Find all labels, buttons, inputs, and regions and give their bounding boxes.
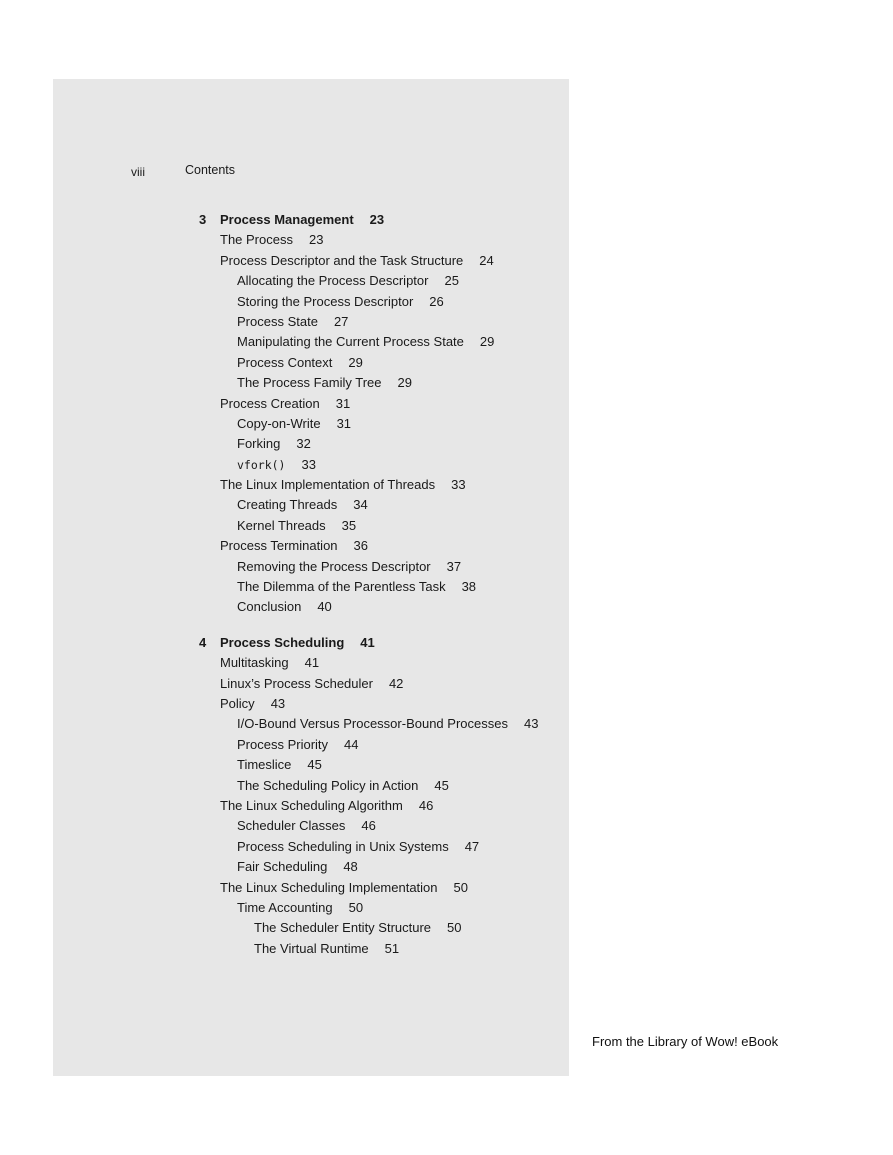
toc-entry-title: Timeslice — [237, 757, 292, 773]
library-watermark-note: From the Library of Wow! eBook — [592, 1034, 779, 1049]
toc-entry-title: Time Accounting — [237, 899, 333, 915]
toc-entry-title: Removing the Process Descriptor — [237, 558, 431, 574]
toc-entry-title: vfork() — [237, 457, 286, 472]
toc-entry-page-number: 47 — [464, 838, 480, 854]
toc-entry-page-number: 50 — [447, 920, 462, 936]
toc-entry — [0, 857, 569, 877]
toc-entry — [0, 495, 569, 515]
toc-entry-page-number: 51 — [384, 940, 400, 956]
toc-entry — [0, 271, 569, 291]
toc-entry-title: Kernel Threads — [237, 517, 326, 533]
toc-entry — [0, 674, 569, 694]
toc-entry-title: Process Scheduling in Unix Systems — [237, 838, 449, 854]
toc-entry-page-number: 44 — [344, 736, 359, 752]
toc-entry-page-number: 40 — [317, 599, 332, 615]
toc-entry — [0, 414, 569, 434]
toc-entry-page-number: 33 — [451, 477, 466, 493]
toc-entry-page-number: 43 — [270, 695, 286, 711]
toc-entry-title: Policy — [220, 695, 255, 711]
toc-entry-title: The Virtual Runtime — [254, 940, 369, 956]
toc-entry-title: The Linux Scheduling Algorithm — [220, 797, 403, 813]
toc-entry-page-number: 42 — [388, 675, 404, 691]
toc-entry — [0, 918, 569, 938]
toc-entry-page-number: 33 — [301, 456, 316, 472]
chapter-title-text: Process Scheduling — [220, 634, 345, 650]
toc-entry-page-number: 45 — [434, 777, 449, 793]
toc-entry-page-number: 25 — [444, 273, 459, 289]
toc-entry-page-number: 31 — [336, 415, 352, 431]
toc-entry — [0, 292, 569, 312]
toc-entry-title: Process Termination — [220, 538, 338, 554]
toc-entry-title: Process Context — [237, 354, 333, 370]
toc-chapter — [0, 633, 569, 959]
toc-entry-title: Process Descriptor and the Task Structure — [220, 252, 464, 268]
page-folio: viii — [131, 165, 145, 179]
toc-entry-page-number: 36 — [353, 538, 369, 554]
toc-entry — [0, 312, 569, 332]
toc-entry-page-number: 50 — [453, 879, 468, 895]
toc-entry-title: Linux’s Process Scheduler — [220, 675, 373, 691]
chapter-number: 4 — [199, 634, 207, 650]
toc-entry-title: Conclusion — [237, 599, 302, 615]
toc-entry — [0, 230, 569, 250]
toc-entry — [0, 353, 569, 373]
toc-entry-page-number: 32 — [296, 436, 311, 452]
chapter-title — [220, 633, 375, 653]
toc-entry-page-number: 24 — [479, 252, 494, 268]
toc-entry-title: I/O-Bound Versus Processor-Bound Processes — [237, 716, 508, 732]
toc-entry — [0, 455, 569, 475]
toc-entry-title: The Scheduling Policy in Action — [237, 777, 419, 793]
toc-entry — [0, 735, 569, 755]
chapter-title-text: Process Management — [220, 212, 354, 227]
toc-entry-page-number: 27 — [333, 313, 349, 329]
toc-entry — [0, 694, 569, 714]
toc-entry-page-number: 29 — [348, 354, 363, 370]
toc-entry — [0, 776, 569, 796]
running-head-title: Contents — [185, 163, 236, 177]
toc-entry-title: The Process Family Tree — [237, 375, 382, 391]
chapter-heading — [0, 210, 569, 230]
toc-entry-page-number: 46 — [418, 797, 434, 813]
chapter-title — [220, 210, 384, 230]
toc-entry-title: Scheduler Classes — [237, 818, 346, 834]
toc-entry — [0, 755, 569, 775]
toc-entry-title: Copy-on-Write — [237, 415, 321, 431]
toc-entry-page-number: 48 — [343, 859, 358, 875]
toc-entry — [0, 394, 569, 414]
toc-entry-title: Forking — [237, 436, 281, 452]
toc-entry — [0, 434, 569, 454]
toc-entry — [0, 796, 569, 816]
toc-entry — [0, 597, 569, 617]
toc-entry — [0, 557, 569, 577]
toc-entry-title: Multitasking — [220, 655, 289, 671]
chapter-heading — [0, 633, 569, 653]
toc-entry-title: Allocating the Process Descriptor — [237, 273, 429, 289]
toc-entry-title: The Linux Scheduling Implementation — [220, 879, 438, 895]
toc-entry-title: Creating Threads — [237, 497, 338, 513]
toc-entry — [0, 475, 569, 495]
chapter-page-number: 41 — [360, 634, 375, 650]
toc-entry-title: The Process — [220, 232, 293, 248]
toc-entry — [0, 536, 569, 556]
toc-chapter — [0, 210, 569, 618]
toc-entry — [0, 878, 569, 898]
toc-entry-title: The Dilemma of the Parentless Task — [237, 579, 446, 595]
toc-entry-page-number: 50 — [348, 899, 364, 915]
toc-entry-page-number: 29 — [397, 375, 412, 391]
toc-entry-page-number: 35 — [341, 517, 357, 533]
toc-entry — [0, 332, 569, 352]
toc-entry-title: Fair Scheduling — [237, 859, 328, 875]
toc-entry — [0, 837, 569, 857]
toc-entry — [0, 373, 569, 393]
toc-entry-page-number: 26 — [429, 293, 444, 309]
toc-entry — [0, 816, 569, 836]
toc-entry-page-number: 41 — [304, 655, 320, 671]
toc-entry-page-number: 23 — [308, 232, 324, 248]
toc-entry-page-number: 38 — [461, 579, 477, 595]
toc-entry-title: The Scheduler Entity Structure — [254, 920, 432, 936]
toc-entry — [0, 516, 569, 536]
toc-entry — [0, 714, 569, 734]
toc-entry — [0, 251, 569, 271]
toc-entry — [0, 939, 569, 959]
toc-entry-page-number: 31 — [335, 395, 351, 411]
toc-entry-title: Process Creation — [220, 395, 320, 411]
chapter-number: 3 — [199, 212, 207, 227]
table-of-contents — [0, 210, 569, 974]
toc-entry-page-number: 34 — [353, 497, 368, 513]
toc-entry-page-number: 29 — [479, 334, 495, 350]
toc-entry-page-number: 43 — [523, 716, 539, 732]
toc-entry — [0, 577, 569, 597]
chapter-page-number: 23 — [369, 212, 385, 227]
toc-entry-page-number: 46 — [361, 818, 376, 834]
running-head — [0, 163, 600, 181]
toc-entry — [0, 898, 569, 918]
toc-entry-title: Process State — [237, 313, 318, 329]
toc-entry-page-number: 45 — [307, 757, 322, 773]
toc-entry-title: Process Priority — [237, 736, 329, 752]
toc-entry-page-number: 37 — [446, 558, 462, 574]
toc-entry-title: The Linux Implementation of Threads — [220, 477, 436, 493]
toc-entry — [0, 653, 569, 673]
toc-entry-title: Manipulating the Current Process State — [237, 334, 464, 350]
toc-entry-title: Storing the Process Descriptor — [237, 293, 414, 309]
